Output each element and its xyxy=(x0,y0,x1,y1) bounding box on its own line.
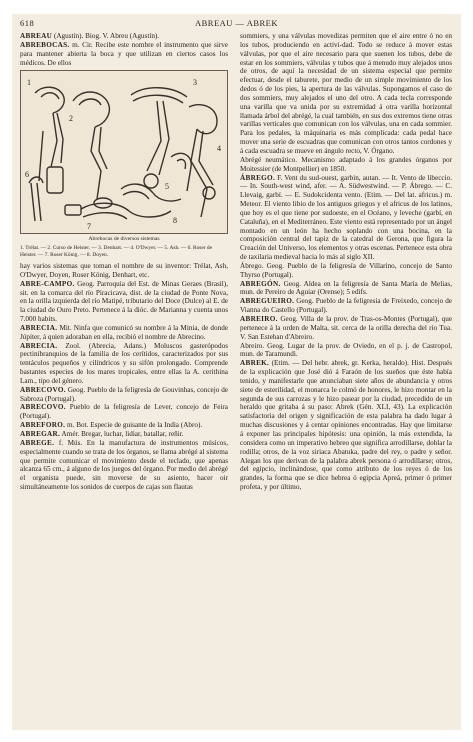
entry-text: Abreiro. Geog. Lugar de la prov. de Oviedo, en el p. j. de Castropol, mun. de Taramundi. xyxy=(240,341,452,359)
entry-text: Geog. Pueblo de la feligresía de Gouvinhas, concejo de Sabroza (Portugal). xyxy=(20,385,228,403)
entry-text: Zool. (Abrecia, Adans.) Moluscos gasterópodos pectinibranquios de la familia de los cerítidos, caracterizados por sus tentáculos pequeños y cilíndricos y su sifón prolongado. Comprende bastantes especies de los mares tropicales, entre ellas la A. cerithina Lam., tipo del género. xyxy=(20,341,228,385)
page-number: 618 xyxy=(20,18,35,28)
entry-abrege-cont xyxy=(240,32,452,156)
entry-text: hay varios sistemas que toman el nombre de su inventor: Trélat, Ash, O'Dwyer, Doyen, Roser König, Denhart, etc. xyxy=(20,261,228,279)
headword: ABRECIA. xyxy=(20,341,58,350)
fig-number: 2 xyxy=(69,114,73,124)
headword: ABRE-CAMPO. xyxy=(20,279,75,288)
entry-abrecovo-1 xyxy=(20,386,228,404)
entry-text: Geog. Villa de la prov. de Tras-os-Montes (Portugal), que pertenece á la orden de Malta, sit. cerca de la orilla derecha del río Tua. V. San Esteban d'Abreiro. xyxy=(240,315,452,341)
headword: ABREAU xyxy=(20,32,53,40)
book-page xyxy=(12,14,461,730)
instrument-7-illustration xyxy=(65,204,171,220)
fig-number: 3 xyxy=(193,78,197,88)
headword: ÁBREGO. xyxy=(240,173,276,182)
headword: ABREIRO. xyxy=(240,315,278,323)
entry-abrecovo-2 xyxy=(20,403,228,421)
headword: ABREGÓN. xyxy=(240,279,281,288)
instrument-5-illustration xyxy=(121,184,181,201)
entry-text: Mit. Ninfa que comunicó su nombre á la Minia, de donde Júpiter, á quien adoraban en ella, recibió el nombre de Abrecino. xyxy=(20,323,228,341)
running-title: ABREAU — ABREK xyxy=(194,18,279,28)
headword: ABREBOCAS. xyxy=(20,40,70,49)
figure-caption: Abrebocas de diversos sistemas xyxy=(88,236,160,243)
right-column xyxy=(240,32,452,492)
headword: ABRECOVO. xyxy=(20,385,66,394)
instrument-6-illustration xyxy=(29,177,43,221)
entry-abreiro-2 xyxy=(240,342,452,360)
headword: ABREK. xyxy=(240,359,270,368)
headword: ABRECIA. xyxy=(20,323,58,332)
entry-text: Geog. Parroquia del Est. de Minas Geraes (Brasil), sit. en la comarca del río Piracicava, dist. de la ciudad de Ponte Nova, en la orilla izquierda del río Matipé, tributario del Doce (Dulce) al E. de la ciudad de Ouro Preto. Pertenece á la dióc. de Marianna y cuenta unos 7.000 habits. xyxy=(20,279,228,324)
figure-abrebocas-illustration xyxy=(20,70,228,234)
figure-legend: 1. Trélat. — 2. Curso de Heister. — 3. Denhart. — 4. O'Dwyer. — 5. Ash. — 6. Roser de Heister. — 7. Roser König. — 8. Doyen. xyxy=(20,245,213,259)
headword: ABREFORO. xyxy=(20,421,66,430)
page-header xyxy=(20,18,453,29)
entry-abrebocas-cont xyxy=(20,262,228,280)
entry-abrege-neumatico xyxy=(240,156,452,174)
entry-abrebocas xyxy=(20,41,228,68)
entry-abreiro xyxy=(240,315,452,342)
entry-text: Abrégé neumático. Mecanismo adaptado á los grandes órganos por Moitessier (de Montpellier) en 1850. xyxy=(240,155,452,173)
entry-abrego-geog xyxy=(240,262,452,280)
fig-number: 6 xyxy=(25,170,29,180)
entry-abrege xyxy=(20,439,228,492)
entry-text: Geog. Aldea en la feligresía de Santa María de Melias, mun. de Pereiro de Aguiar (Orense); 5 edifs. xyxy=(240,279,452,297)
headword: ABREGUEIRO. xyxy=(240,297,295,306)
entry-text: f. Mús. En la manufactura de instrumentos músicos, especialmente cuando se trata de los órganos, se llama abrégé al sistema que permite comunicar el movimiento desde el teclado, que apenas alcanza 65 cm., á alguno de los juegos del órgano. Por medio del abrégé el organista puede, sin moverse de su asiento, hacer oir simultáneamente los sonidos de cuerpos de cajas son flautas xyxy=(20,438,228,492)
instruments-engraving xyxy=(21,71,227,233)
entry-text: (Etim. — Del hebr. abrek, gr. Kerka, heraldo). Hist. Después de la explicación que José dió á Faraón de los sueños que éste había tenido, y manifestarle que anunciaban siete años de abundancia y otros siete de esterilidad, el monarca le colmó de honores, le hizo montar en la segunda de sus carrozas y le hizo pasear por la ciudad, precedido de un heraldo que gritaba á su paso: Abrek (Gén. XLI, 43). La explicación satisfactoria del origen y significación de esta palabra ha dado lugar á muchas discusiones y á centar opiniones encontradas. Hay que limitarse á exponer las principales hipótesis: una opinión, la más extendida, la considera como un imperativo hebreo que significa arrodillarse, doblar la rodilla; otros, de la voz siriaca Abatuka, padre del rey, o padre y señor. Alegan los que derivan de la palabra abrek persona ó arrodillarse; otros, del egipcio, inclinándose, que como atributo de los reyes ó de los grandes, la forma que se dice hebrea ó egipcia Apreá, primer ó primer profeta, y por último, xyxy=(240,359,452,492)
entry-abregueiro xyxy=(240,297,452,315)
fig-number: 1 xyxy=(27,78,31,88)
instrument-8-illustration xyxy=(171,154,191,192)
entry-abrego xyxy=(240,174,452,262)
instrument-4-illustration xyxy=(189,105,217,217)
entry-abrek xyxy=(240,359,452,492)
instrument-2-illustration xyxy=(73,92,112,208)
fig-number: 8 xyxy=(173,216,177,226)
entry-text: Geog. Pueblo de la feligresía de Freixedo, concejo de Vianna do Castello (Portugal). xyxy=(240,297,452,315)
left-column xyxy=(20,32,228,492)
headword: ABREGE. xyxy=(20,438,55,447)
entry-text: Ábrego. Geog. Pueblo de la feligresía de Villarino, concejo de Santo Thyrso (Portugal). xyxy=(240,261,452,279)
instrument-3-illustration xyxy=(131,88,187,188)
entry-text: (Agustín). Biog. V. Abreu (Agustín). xyxy=(52,32,160,40)
entry-abrecia-zool xyxy=(20,342,228,386)
entry-abrecia-mit xyxy=(20,324,228,342)
fig-number: 7 xyxy=(87,222,91,232)
headword: ABREGAR. xyxy=(20,430,61,438)
entry-abregar xyxy=(20,430,228,439)
fig-number: 5 xyxy=(165,182,169,192)
entry-text: m. Cir. Recibe este nombre el instrumento que sirve para mantener abierta la boca y que utilizan en ciertos casos los médicos. De ellos xyxy=(20,40,228,67)
entry-text: m. Bot. Especie de guisante de la India (Abro). xyxy=(65,421,203,430)
entry-text: Amér. Bregar, luchar, lidiar, batallar, reñir. xyxy=(60,430,184,438)
headword: ABRECOVO. xyxy=(20,403,66,412)
entry-abreforo xyxy=(20,421,228,430)
entry-text: sommiers, y una válvulas movedizas permiten que el aire entre ó no en los tubos, produciendo en activi-dad. Todo se reduce á mover estas válvulas, por que el aire necesario para que suenen los tubos, debe de estar en los sommiers, válvulas y tubos que á menudo muy alejados unos de otros, de aquí la necesidad de un sistema especial que permite efectuar, desde el taburete, por medio de un simple movimiento de los dedos ó de los pies, la apertura de las válvulas. Supongamos el caso de dos sommiers, muy alejados el uno del otro. A cada tecla corresponde una varilla que va unida por su extremidad á otra varilla horizontal llamada árbol del abrégé, la cual también, en sus dos extremos tiene otras varillas verticales que comunican con los válvulas, una en cada sommier. Para los pedales, la máquinaria es más complicada: cada pedal hace mover una serie de escuadras que comunican con otros tantos cordones y á cada escuadra se mueve en ángulo recto, V. Órgano. xyxy=(240,32,452,155)
entry-abreau xyxy=(20,32,228,41)
entry-text: Pueblo de la feligresía de Lever, concejo de Feira (Portugal). xyxy=(20,403,228,421)
entry-abregon xyxy=(240,280,452,298)
fig-number: 4 xyxy=(217,144,221,154)
entry-text: F. Vent du sud-ouest, garbin, autan. — It. Vento de libeccio. — In. South-west wind, afer. — A. Südwestwind. — P. Ábrego. — C. Llevaig, garbí. — E. Sudokcidenta vento. (Etim. — Del lat. africus.) m. Meteor. El viento libio de los antiguos griegos y el africus de los latinos, que hoy es el que tiene por sudoeste, en el Océano, y leveche (garbí, en Cataluña), en el Mediterráneo. Este viento está representado por un ángel montado en un león ha hecho soplando con una bocina, en la composición central del tapiz de la catedral de Gerona, que figura la Creación del Universo, los elementos y otras escenas. Pertenece esta obra de taxilaria medieval hacia lo más al siglo XII. xyxy=(240,173,452,262)
entry-abre-campo xyxy=(20,280,228,324)
